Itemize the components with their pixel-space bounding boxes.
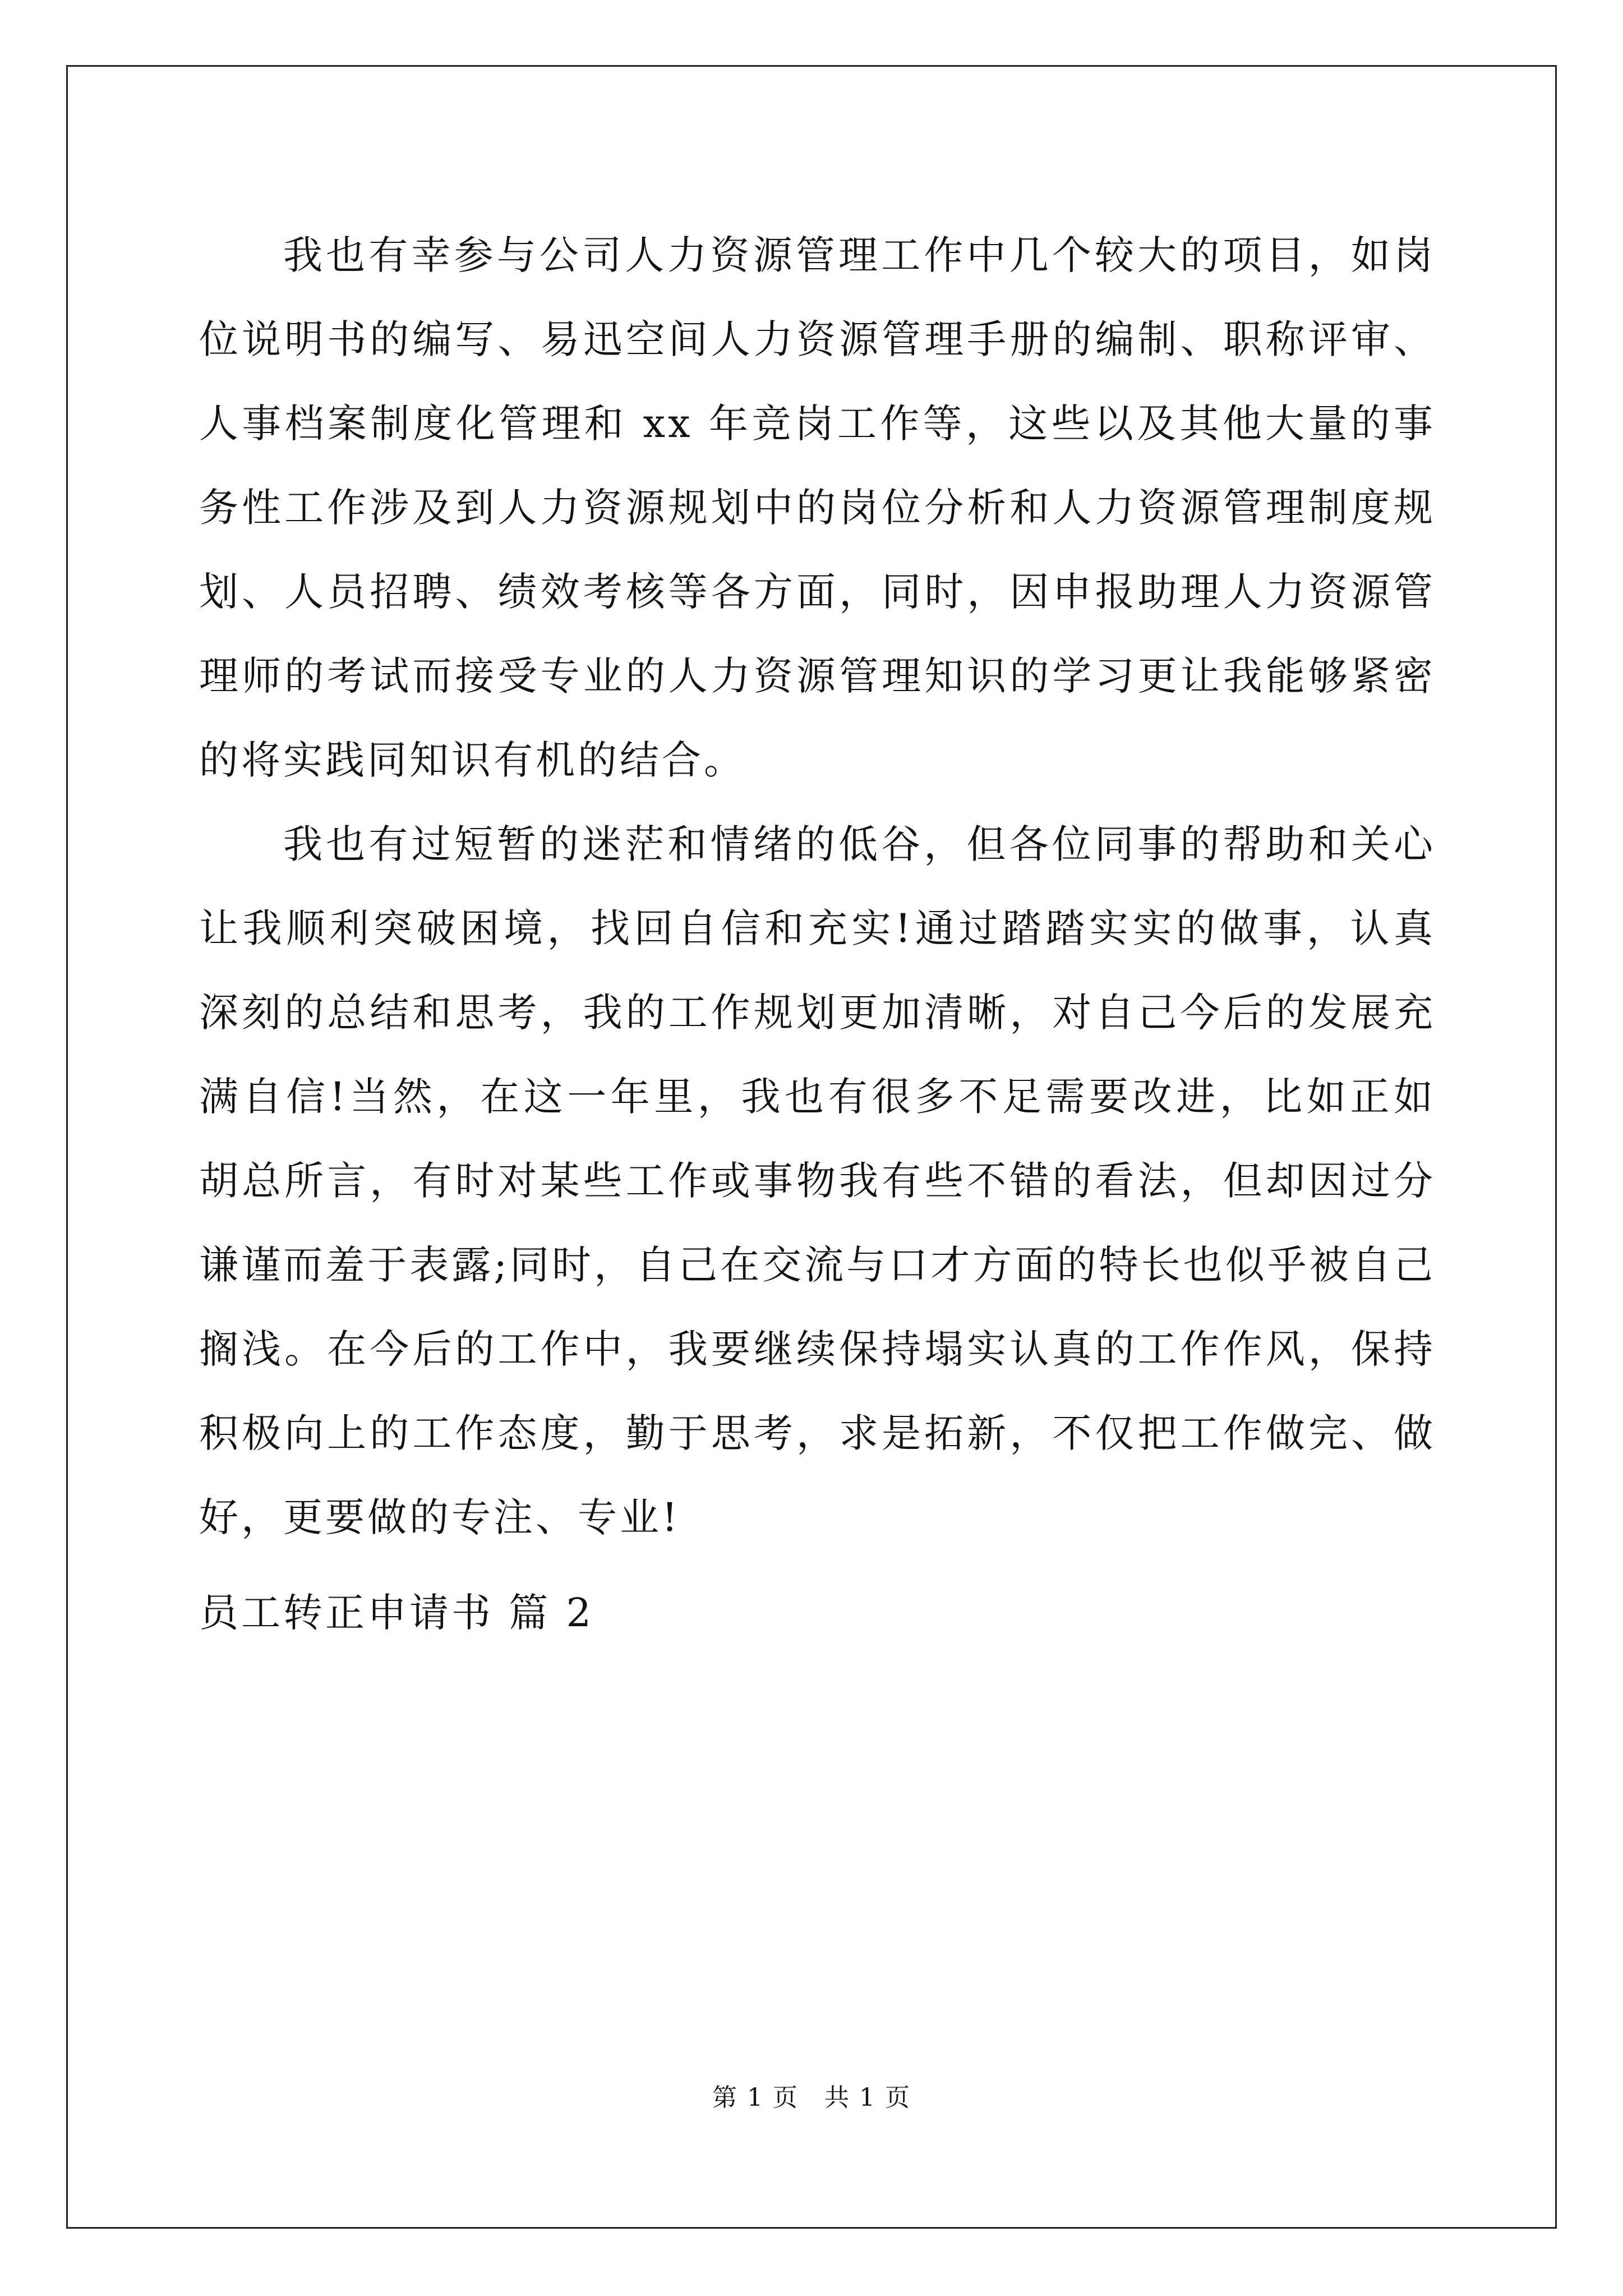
paragraph-1: 我也有幸参与公司人力资源管理工作中几个较大的项目，如岗位说明书的编写、易迅空间人力资源管理手册的编制、职称评审、人事档案制度化管理和 xx 年竞岗工作等，这些以及其他大量的事务性工作涉及到人力资源规划中的岗位分析和人力资源管理制度规划、人员招聘、绩效考核等各方面，同时，因申报助理人力资源管理师的考试而接受专业的人力资源管理知识的学习更让我能够紧密的将实践同知识有机的结合。 xyxy=(199,232,1436,783)
paragraph-2: 我也有过短暂的迷茫和情绪的低谷，但各位同事的帮助和关心让我顺利突破困境，找回自信和充实!通过踏踏实实的做事，认真深刻的总结和思考，我的工作规划更加清晰，对自己今后的发展充满自信!当然，在这一年里，我也有很多不足需要改进，比如正如胡总所言，有时对某些工作或事物我有些不错的看法，但却因过分谦谨而羞于表露;同时，自己在交流与口才方面的特长也似乎被自己搁浅。在今后的工作中，我要继续保持塌实认真的工作作风，保持积极向上的工作态度，勤于思考，求是拓新，不仅把工作做完、做好，更要做的专注、专业! xyxy=(199,821,1436,1540)
section-heading: 员工转正申请书 篇 2 xyxy=(199,1590,594,1636)
document-body xyxy=(199,213,1436,1655)
page-footer: 第 1 页 共 1 页 xyxy=(712,2083,911,2112)
